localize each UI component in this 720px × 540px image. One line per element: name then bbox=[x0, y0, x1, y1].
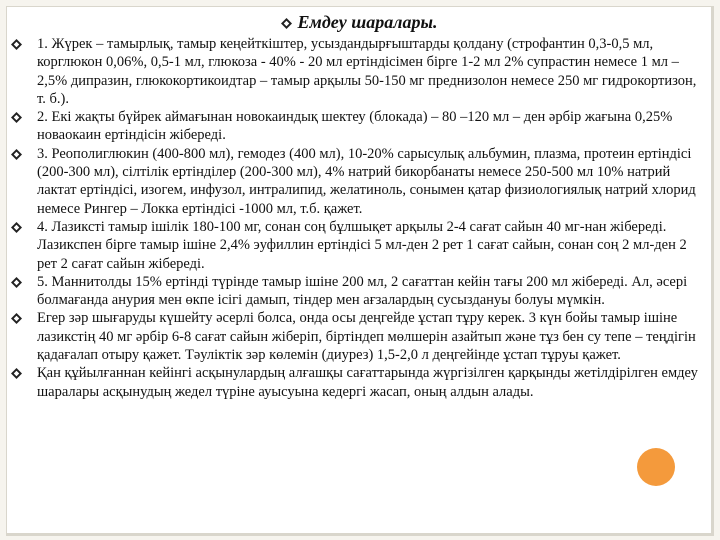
list-item bbox=[11, 364, 701, 401]
slide-frame bbox=[6, 6, 714, 536]
list-item bbox=[11, 108, 701, 145]
list-item bbox=[11, 218, 701, 273]
list-item bbox=[11, 273, 701, 310]
diamond-bullet-icon bbox=[281, 11, 292, 33]
list-item-text: 2. Екі жақты бүйрек аймағынан новокаиндық шектеу (блокада) – 80 –120 мл – ден әрбір жағына 0,25% новаокаин ертіндісін жібереді. bbox=[37, 109, 673, 144]
diamond-bullet-icon bbox=[11, 218, 37, 273]
treatment-list bbox=[11, 35, 701, 401]
list-item-text: 5. Маннитолды 15% ертінді түрінде тамыр ішіне 200 мл, 2 сағаттан кейін тағы 200 мл жібереді. Ал, әсері болмағанда анурия мен өкпе ісігі дамып, тіндер мен ағзалардың сусыздануы болуы мүмкін. bbox=[37, 273, 688, 309]
list-item-text: Қан құйылғаннан кейінгі асқынулардың алғашқы сағаттарында жүргізілген қарқынды жетілдірілген емдеу шаралары асқынудың жедел түріне ауысуына кедергі жасап, оның алдын алады. bbox=[37, 365, 698, 400]
list-item bbox=[11, 309, 701, 364]
list-item bbox=[11, 145, 701, 218]
diamond-bullet-icon bbox=[11, 364, 37, 401]
diamond-bullet-icon bbox=[11, 309, 37, 364]
list-item bbox=[11, 35, 701, 108]
list-item-text: 1. Жүрек – тамырлық, тамыр кеңейткіштер, усыздандырғыштарды қолдану (строфантин 0,3-0,5 мл, корглюкон 0,06%, 0,5-1 мл, глюкоза - 40% - 20 мл ертіндісімен бірге 1-2 мл 2% супрастин немесе 1 мл –2,5% дипразин, глюкокортикоидтар – тамыр арқылы 50-150 мг преднизолон немесе 250 мг гидрокортизон, т. б.). bbox=[37, 36, 697, 107]
diamond-bullet-icon bbox=[11, 273, 37, 310]
diamond-bullet-icon bbox=[11, 108, 37, 145]
orange-circle-decoration bbox=[637, 448, 675, 486]
list-item-text: Егер зәр шығаруды күшейту әсерлі болса, онда осы деңгейде ұстап тұру керек. 3 күн бойы тамыр ішіне лазикстің 40 мг әрбір 6-8 сағат сайын жіберіп, біртіндеп мөлшерін азайтып және тұз бен су тепе – теңдігін қадағалап отыру қажет. Тәуліктік зәр көлемін (диурез) 1,5-2,0 л деңгейінде ұстап тұруы қажет. bbox=[37, 310, 696, 364]
slide-title-text: Емдеу шаралары. bbox=[297, 12, 438, 32]
list-item-text: 3. Реополиглюкин (400-800 мл), гемодез (400 мл), 10-20% сарысулық альбумин, плазма, протеин ертіндісі (200-300 мл), сілтілік ертінділер (200-300 мл), 4% натрий бикорбанаты немесе 250-500 мл 10% натрий лактат ертіндісі, изогем, инфузол, интралипид, желатиноль, сонымен қатар физиологиялық натрий хлорид немесе Рингер – Локка ертіндісі -1000 мл, т.б. қажет. bbox=[37, 145, 696, 217]
diamond-bullet-icon bbox=[11, 35, 37, 108]
list-item-text: 4. Лазиксті тамыр ішілік 180-100 мг, сонан соң бұлшықет арқылы 2-4 сағат сайын 40 мг-нан жібереді. Лазикспен бірге тамыр ішіне 2,4% эуфиллин ертіндісі 5 мл-ден 2 рет 1 сағат сайын, сонан соң 2 мл-ден 2 рет 2 сағат сайын жібереді. bbox=[37, 218, 687, 272]
slide-title bbox=[7, 11, 711, 33]
diamond-bullet-icon bbox=[11, 145, 37, 218]
